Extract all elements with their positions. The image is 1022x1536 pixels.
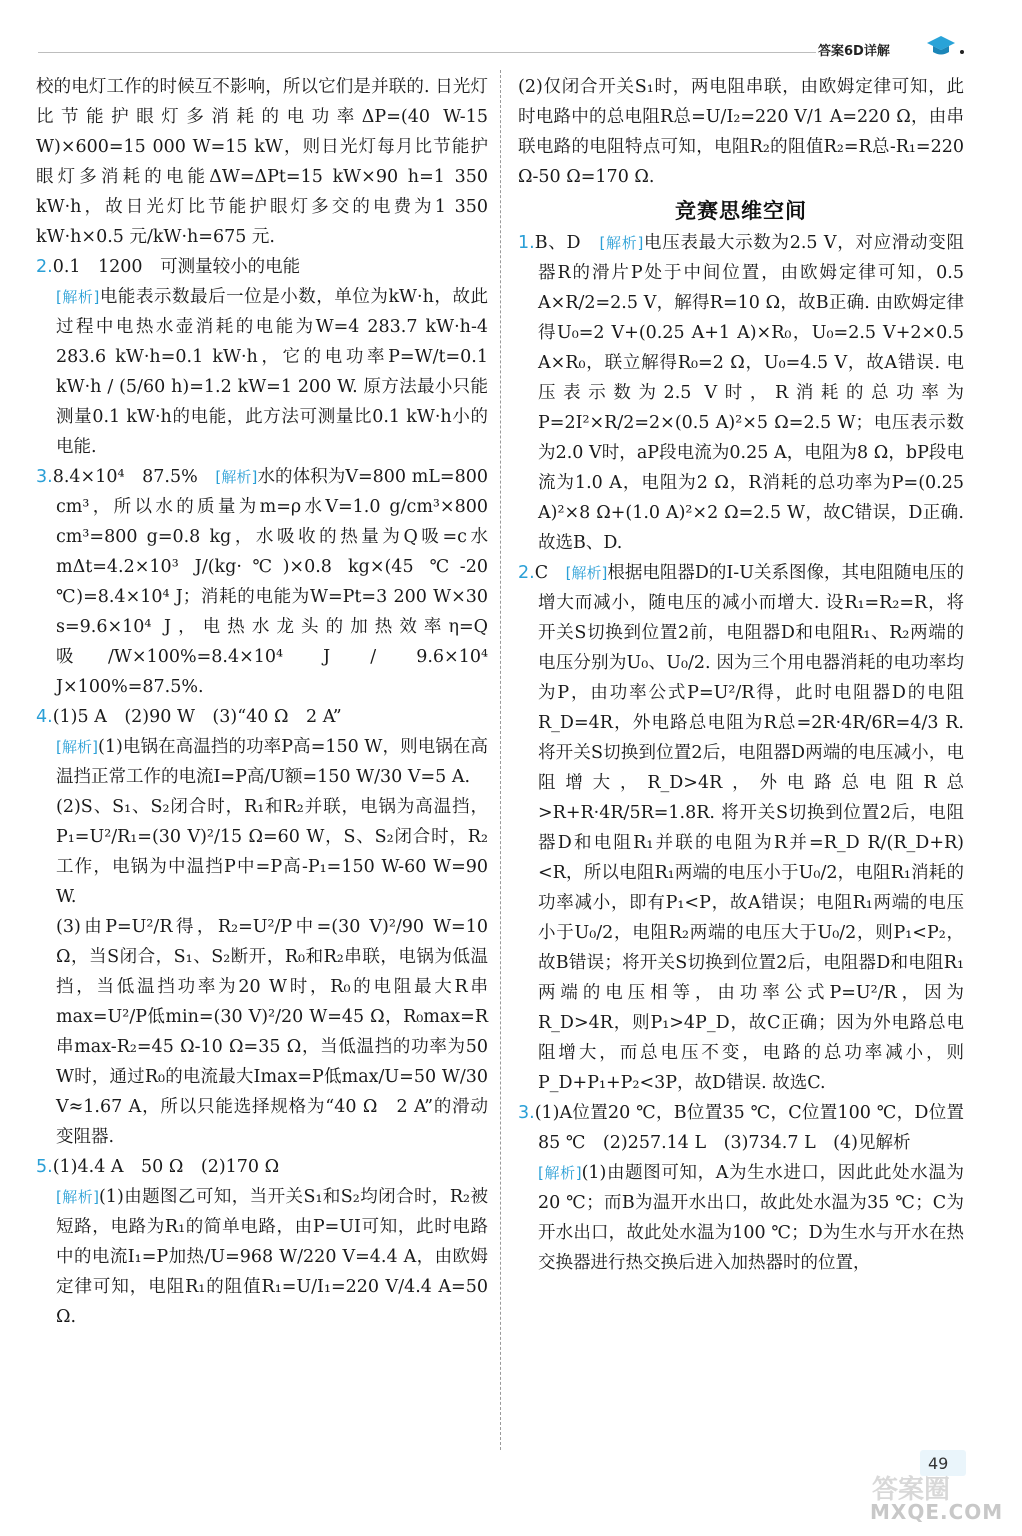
answer-text: 0.1 1200 可测量较小的电能 [52,257,301,277]
analysis-text: 电压表最大示数为2.5 V，对应滑动变阻器R的滑片P处于中间位置，由欧姆定律可知，0.5 A×R/2=2.5 V，解得R=10 Ω，故B正确. 由欧姆定律得U₀=2 V+(0.25 A+1 A)×R₀，U₀=2.5 V+2×0.5 A×R₀，联立解得R₀=2 Ω，U₀=4.5 V，故A错误. 电压表示数为2.5 V时，R消耗的总功率为P=2I²×R/2=2×(0.5 A)²×5 Ω=2.5 W；电压表示数为2.0 V时，aP段电流为0.25 A，电阻为8 Ω，bP段电流为1.0 A，电阻为2 Ω，R消耗的总功率为P=(0.25 A)²×8 Ω+(1.0 A)²×2 Ω=2.5 W，故C错误，D正确. 故选B、D. [538,233,964,553]
analysis-tag: [解析] [538,1164,582,1182]
question-number: 3. [518,1103,535,1123]
answer-text: (1)4.4 A 50 Ω (2)170 Ω [52,1157,280,1177]
analysis-text: 根据电阻器D的I-U关系图像，其电阻随电压的增大而减小，随电压的减小而增大. 设R₁=R₂=R，将开关S切换到位置2前，电阻器D和电阻R₁、R₂两端的电压分别为U₀、U₀/2. 因为三个用电器消耗的电功率均为P，由功率公式P=U²/R得，此时电阻器D的电阻R_D=4R，外电路总电阻为R总=2R·4R/6R=4/3 R. 将开关S切换到位置2后，电阻器D两端的电压减小，电阻增大，R_D>4R，外电路总电阻R总>R+R·4R/5R=1.8R. 将开关S切换到位置2后，电阻器D和电阻R₁并联的电阻为R并=R_D R/(R_D+R)<R，所以电阻R₁两端的电压小于U₀/2，电阻R₁消耗的功率减小，即有P₁<P，故A错误；电阻R₁两端的电压小于U₀/2，电阻R₂两端的电压大于U₀/2，则P₁<P₂，故B错误；将开关S切换到位置2后，电阻器D和电阻R₁两端的电压相等，由功率公式P=U²/R，因为R_D>4R，则P₁>4P_D，故C正确；因为外电路总电阻增大，而总电压不变，电路的总功率减小，则P_D+P₁+P₂<3P，故D错误. 故选C. [538,563,964,1093]
analysis-text: (2)S、S₁、S₂闭合时，R₁和R₂并联，电锅为高温挡，P₁=U²/R₁=(30 V)²/15 Ω=60 W，S、S₂闭合时，R₂工作，电锅为中温挡P中=P高-P₁=150 W-60 W=90 W. [56,797,488,907]
answer-text: (1)A位置20 ℃，B位置35 ℃，C位置100 ℃，D位置85 ℃ (2)257.14 L (3)734.7 L (4)见解析 [534,1103,964,1153]
header-rule [38,52,816,53]
answer-text: B、D [534,233,600,253]
analysis-text: 电能表示数最后一位是小数，单位为kW·h，故此过程中电热水壶消耗的电能为W=4 283.7 kW·h-4 283.6 kW·h=0.1 kW·h，它的电功率P=W/t=0.1 kW·h / (5/60 h)=1.2 kW=1 200 W. 原方法最小只能测量0.1 kW·h的电能，此方法可测量比0.1 kW·h小的电能. [56,287,488,457]
answer-2 [36,252,488,462]
answer-text: 8.4×10⁴ 87.5% [52,467,216,487]
left-column [36,72,488,1332]
answer-4 [36,702,488,1152]
question-number: 4. [36,707,53,727]
analysis-tag: [解析] [56,738,98,756]
answer-3 [36,462,488,702]
analysis-tag: [解析] [215,468,258,486]
analysis-text: (1)电锅在高温挡的功率P高=150 W，则电锅在高温挡正常工作的电流I=P高/U额=150 W/30 V=5 A. [56,737,488,787]
svg-text:答案圈: 答案圈 [872,1475,951,1505]
analysis-text: (1)由题图乙可知，当开关S₁和S₂均闭合时，R₂被短路，电路为R₁的简单电路，由P=UI可知，此时电路中的电流I₁=P加热/U=968 W/220 V=4.4 A，由欧姆定律可知，电阻R₁的阻值R₁=U/I₁=220 V/4.4 A=50 Ω. [56,1187,488,1327]
graduation-cap-icon [926,34,956,58]
analysis-tag: [解析] [565,564,608,582]
contest-answer-3 [518,1098,964,1278]
analysis-text: (1)由题图可知，A为生水进口，因此此处水温为20 ℃；而B为温开水出口，故此处水温为35 ℃；C为开水出口，故此处水温为100 ℃；D为生水与开水在热交换器进行热交换后进入加热器时的位置， [538,1163,964,1273]
answer-text: (1)5 A (2)90 W (3)“40 Ω 2 A” [52,707,342,727]
analysis-text: (3)由P=U²/R得，R₂=U²/P中=(30 V)²/90 W=10 Ω，当S闭合，S₁、S₂断开，R₀和R₂串联，电锅为低温挡，当低温挡功率为20 W时，R₀的电阻最大R串max=U²/P低min=(30 V)²/20 W=45 Ω，R₀max=R串max-R₂=45 Ω-10 Ω=35 Ω，当低温挡的功率为50 W时，通过R₀的电流最大Imax=P低max/U=50 W/30 V≈1.67 A，所以只能选择规格为“40 Ω 2 A”的滑动变阻器. [56,917,488,1147]
contest-answer-1 [518,228,964,558]
analysis-text: 水的体积为V=800 mL=800 cm³，所以水的质量为m=ρ水V=1.0 g/cm³×800 cm³=800 g=0.8 kg，水吸收的热量为Q吸=c水mΔt=4.2×10³ J/(kg·℃)×0.8 kg×(45 ℃-20 ℃)=8.4×10⁴ J；消耗的电能为W=Pt=3 200 W×30 s=9.6×10⁴ J，电热水龙头的加热效率η=Q吸/W×100%=8.4×10⁴ J / 9.6×10⁴ J×100%=87.5%. [56,467,488,697]
watermark-text: MXQE.COM [870,1500,1004,1524]
contest-answer-2 [518,558,964,1098]
question-number: 3. [36,467,53,487]
question-number: 2. [36,257,53,277]
analysis-tag: [解析] [56,1188,99,1206]
header-label: 答案6D详解 [818,44,890,59]
column-divider [500,70,501,1450]
page-number: 49 [928,1454,949,1473]
answer-text: C [534,563,566,583]
section-title: 竞赛思维空间 [675,199,807,223]
question-number: 5. [36,1157,53,1177]
right-column [518,72,964,1278]
header-dot [960,50,964,54]
paragraph-continuation: 校的电灯工作的时候互不影响，所以它们是并联的. 日光灯比节能护眼灯多消耗的电功率ΔP=(40 W-15 W)×600=15 000 W=15 kW，则日光灯每月比节能护眼灯多消耗的电能ΔW=ΔPt=15 kW×90 h=1 350 kW·h，故日光灯比节能护眼灯多交的电费为1 350 kW·h×0.5 元/kW·h=675 元. [36,77,488,247]
analysis-tag: [解析] [56,288,100,306]
answer-5 [36,1152,488,1332]
question-number: 2. [518,563,535,583]
paragraph-continuation: (2)仅闭合开关S₁时，两电阻串联，由欧姆定律可知，此时电路中的总电阻R总=U/I₂=220 V/1 A=220 Ω，由串联电路的电阻特点可知，电阻R₂的阻值R₂=R总-R₁=220 Ω-50 Ω=170 Ω. [518,77,964,187]
question-number: 1. [518,233,535,253]
analysis-tag: [解析] [599,234,644,252]
